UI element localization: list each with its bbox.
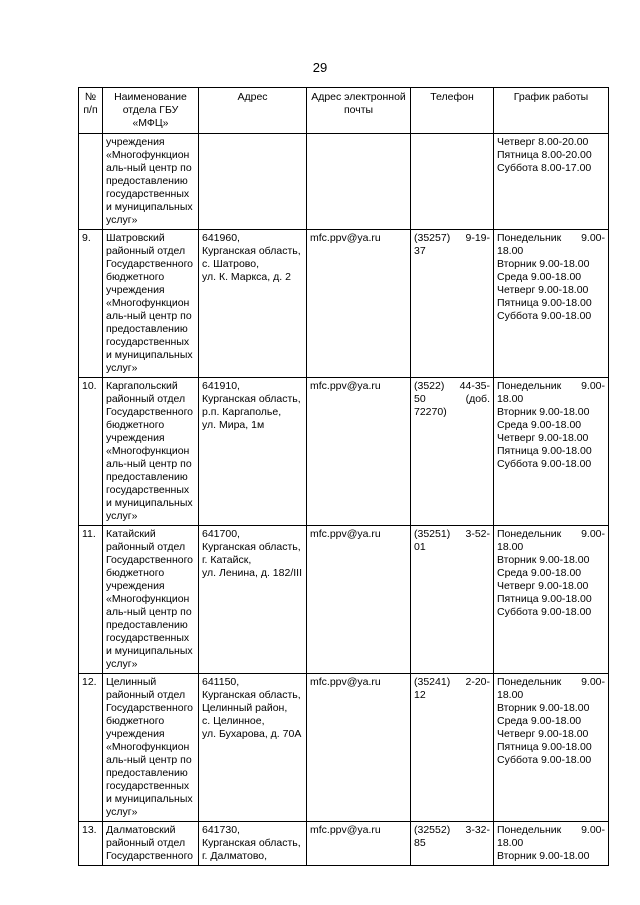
address-line: 641960, (202, 232, 240, 244)
schedule-time: 9.00- (581, 380, 605, 392)
name-line: услуг» (106, 510, 138, 522)
cell-schedule (494, 230, 609, 378)
name-line: предоставлению (106, 323, 188, 335)
address-line: р.п. Каргаполье, (202, 406, 282, 418)
cell-address (199, 378, 307, 526)
address-line: г. Катайск, (202, 554, 252, 566)
phone-line-1 (414, 676, 490, 689)
schedule-line: Четверг 8.00-20.00 (497, 136, 589, 148)
name-line: предоставлению (106, 767, 188, 779)
name-line: государственных (106, 632, 190, 644)
cell-name (103, 526, 199, 674)
schedule-line: Пятница 9.00-18.00 (497, 593, 592, 605)
name-line: аль-ный центр по (106, 162, 192, 174)
name-line: и муниципальных (106, 349, 193, 361)
phone-code: (35257) (414, 232, 451, 244)
phone-line-1 (414, 528, 490, 541)
schedule-line: 18.00 (497, 393, 524, 405)
name-line: районный отдел (106, 393, 186, 405)
schedule-day: Понедельник (497, 528, 562, 540)
address-line: ул. К. Маркса, д. 2 (202, 271, 291, 283)
cell-name (103, 822, 199, 866)
name-line: услуг» (106, 362, 138, 374)
schedule-line-first (497, 232, 605, 245)
name-line: Шатровский (106, 232, 165, 244)
address-line: 641730, (202, 824, 240, 836)
phone-line-3 (414, 406, 490, 419)
name-line: Государственного (106, 702, 194, 714)
phone-number-part: 44-35- (459, 380, 490, 392)
schedule-line-first (497, 676, 605, 689)
name-line: районный отдел (106, 541, 186, 553)
name-line: бюджетного (106, 567, 165, 579)
phone-number-end: 50 (414, 393, 426, 405)
name-line: и муниципальных (106, 793, 193, 805)
table-row (79, 674, 609, 822)
name-line: предоставлению (106, 471, 188, 483)
schedule-line: Суббота 9.00-18.00 (497, 458, 592, 470)
name-line: Далматовский (106, 824, 176, 836)
schedule-line: Суббота 8.00-17.00 (497, 162, 592, 174)
address-line: 641910, (202, 380, 240, 392)
name-line: услуг» (106, 214, 138, 226)
address-line: Курганская область, (202, 393, 301, 405)
schedule-line: Вторник 9.00-18.00 (497, 406, 590, 418)
col-header-email: Адрес электронной почты (307, 88, 411, 134)
name-line: учреждения (106, 284, 165, 296)
phone-line-2 (414, 837, 490, 850)
cell-schedule (494, 674, 609, 822)
cell-email: mfc.ppv@ya.ru (307, 526, 411, 674)
col-header-address: Адрес (199, 88, 307, 134)
table-row (79, 822, 609, 866)
cell-num (79, 134, 103, 230)
schedule-time: 9.00- (581, 824, 605, 836)
cell-schedule (494, 526, 609, 674)
phone-ext-label: (доб. (465, 393, 490, 405)
schedule-line: Четверг 9.00-18.00 (497, 284, 589, 296)
col-header-num: № п/п (79, 88, 103, 134)
phone-number-part: 9-19- (465, 232, 490, 244)
schedule-line: Четверг 9.00-18.00 (497, 432, 589, 444)
name-line: Государственного (106, 850, 194, 862)
name-line: Целинный (106, 676, 157, 688)
cell-num: 9. (79, 230, 103, 378)
col-header-phone: Телефон (411, 88, 494, 134)
cell-schedule (494, 822, 609, 866)
cell-email: mfc.ppv@ya.ru (307, 230, 411, 378)
schedule-line: Среда 9.00-18.00 (497, 567, 582, 579)
address-line: Курганская область, (202, 837, 301, 849)
schedule-line: 18.00 (497, 245, 524, 257)
cell-email: mfc.ppv@ya.ru (307, 674, 411, 822)
schedule-line: Вторник 9.00-18.00 (497, 554, 590, 566)
phone-number-end: 37 (414, 245, 426, 257)
phone-line-2 (414, 689, 490, 702)
schedule-line: Вторник 9.00-18.00 (497, 702, 590, 714)
cell-num: 11. (79, 526, 103, 674)
phone-code: (35241) (414, 676, 451, 688)
name-line: учреждения (106, 136, 165, 148)
cell-name (103, 230, 199, 378)
name-line: районный отдел (106, 837, 186, 849)
name-line: районный отдел (106, 245, 186, 257)
schedule-line: Среда 9.00-18.00 (497, 715, 582, 727)
name-line: услуг» (106, 658, 138, 670)
col-header-schedule: График работы (494, 88, 609, 134)
schedule-line: Вторник 9.00-18.00 (497, 850, 590, 862)
cell-name (103, 378, 199, 526)
cell-address (199, 822, 307, 866)
col-header-name: Наименование отдела ГБУ «МФЦ» (103, 88, 199, 134)
schedule-line-first (497, 824, 605, 837)
phone-line-1 (414, 380, 490, 393)
table-row (79, 526, 609, 674)
schedule-time: 9.00- (581, 528, 605, 540)
cell-email: mfc.ppv@ya.ru (307, 378, 411, 526)
name-line: «Многофункцион (106, 149, 190, 161)
address-line: Курганская область, (202, 689, 301, 701)
cell-name (103, 674, 199, 822)
schedule-day: Понедельник (497, 380, 562, 392)
branches-table (78, 87, 609, 866)
phone-number-end: 85 (414, 837, 426, 849)
name-line: Государственного (106, 406, 194, 418)
page-number: 29 (312, 60, 328, 75)
cell-num: 12. (79, 674, 103, 822)
address-line: Курганская область, (202, 541, 301, 553)
phone-number-part: 2-20- (465, 676, 490, 688)
name-line: и муниципальных (106, 497, 193, 509)
phone-code: (35251) (414, 528, 451, 540)
address-line: с. Шатрово, (202, 258, 260, 270)
cell-phone (411, 378, 494, 526)
name-line: учреждения (106, 432, 165, 444)
address-line: 641700, (202, 528, 240, 540)
name-line: районный отдел (106, 689, 186, 701)
name-line: «Многофункцион (106, 297, 190, 309)
cell-num: 10. (79, 378, 103, 526)
schedule-line-first (497, 380, 605, 393)
name-line: государственных (106, 484, 190, 496)
phone-line-1 (414, 824, 490, 837)
schedule-line: 18.00 (497, 541, 524, 553)
phone-number-end: 12 (414, 689, 426, 701)
phone-line-1 (414, 232, 490, 245)
phone-line-2 (414, 245, 490, 258)
name-line: Государственного (106, 258, 194, 270)
schedule-line: Суббота 9.00-18.00 (497, 606, 592, 618)
phone-number-end: 01 (414, 541, 426, 553)
name-line: аль-ный центр по (106, 754, 192, 766)
name-line: «Многофункцион (106, 593, 190, 605)
schedule-time: 9.00- (581, 676, 605, 688)
address-line: Курганская область, (202, 245, 301, 257)
cell-schedule (494, 378, 609, 526)
name-line: государственных (106, 188, 190, 200)
schedule-line: Четверг 9.00-18.00 (497, 728, 589, 740)
schedule-time: 9.00- (581, 232, 605, 244)
cell-phone (411, 526, 494, 674)
cell-address (199, 230, 307, 378)
phone-number-part: 3-32- (465, 824, 490, 836)
cell-num: 13. (79, 822, 103, 866)
cell-phone (411, 134, 494, 230)
cell-schedule (494, 134, 609, 230)
schedule-line: Пятница 9.00-18.00 (497, 445, 592, 457)
name-line: государственных (106, 336, 190, 348)
schedule-line-first (497, 528, 605, 541)
name-line: услуг» (106, 806, 138, 818)
address-line: Целинный район, (202, 702, 288, 714)
name-line: Государственного (106, 554, 194, 566)
schedule-day: Понедельник (497, 232, 562, 244)
schedule-line: Пятница 9.00-18.00 (497, 297, 592, 309)
cell-phone (411, 230, 494, 378)
schedule-line: 18.00 (497, 837, 524, 849)
name-line: предоставлению (106, 619, 188, 631)
name-line: Каргапольский (106, 380, 178, 392)
name-line: бюджетного (106, 715, 165, 727)
cell-address (199, 674, 307, 822)
phone-line-2 (414, 541, 490, 554)
schedule-line: Вторник 9.00-18.00 (497, 258, 590, 270)
name-line: и муниципальных (106, 645, 193, 657)
address-line: 641150, (202, 676, 240, 688)
phone-code: (32552) (414, 824, 451, 836)
cell-address (199, 526, 307, 674)
name-line: учреждения (106, 728, 165, 740)
name-line: государственных (106, 780, 190, 792)
name-line: аль-ный центр по (106, 606, 192, 618)
schedule-day: Понедельник (497, 676, 562, 688)
address-line: г. Далматово, (202, 850, 268, 862)
name-line: учреждения (106, 580, 165, 592)
name-line: бюджетного (106, 419, 165, 431)
address-line: ул. Мира, 1м (202, 419, 265, 431)
name-line: предоставлению (106, 175, 188, 187)
name-line: «Многофункцион (106, 445, 190, 457)
phone-line-2 (414, 393, 490, 406)
schedule-line: Пятница 8.00-20.00 (497, 149, 592, 161)
address-line: ул. Ленина, д. 182/III (202, 567, 302, 579)
cell-phone (411, 674, 494, 822)
schedule-line: Суббота 9.00-18.00 (497, 310, 592, 322)
table-row (79, 230, 609, 378)
name-line: и муниципальных (106, 201, 193, 213)
schedule-line: Среда 9.00-18.00 (497, 271, 582, 283)
table-row (79, 378, 609, 526)
phone-number-part: 3-52- (465, 528, 490, 540)
phone-ext: 72270) (414, 406, 447, 418)
name-line: аль-ный центр по (106, 458, 192, 470)
name-line: Катайский (106, 528, 156, 540)
name-line: аль-ный центр по (106, 310, 192, 322)
address-line: ул. Бухарова, д. 70А (202, 728, 302, 740)
schedule-line: Пятница 9.00-18.00 (497, 741, 592, 753)
schedule-line: 18.00 (497, 689, 524, 701)
table-header-row (79, 88, 609, 134)
schedule-line: Среда 9.00-18.00 (497, 419, 582, 431)
name-line: бюджетного (106, 271, 165, 283)
cell-address (199, 134, 307, 230)
phone-code: (3522) (414, 380, 445, 392)
cell-name (103, 134, 199, 230)
schedule-line: Четверг 9.00-18.00 (497, 580, 589, 592)
schedule-line: Суббота 9.00-18.00 (497, 754, 592, 766)
schedule-day: Понедельник (497, 824, 562, 836)
cell-email: mfc.ppv@ya.ru (307, 822, 411, 866)
cell-phone (411, 822, 494, 866)
cell-email (307, 134, 411, 230)
name-line: «Многофункцион (106, 741, 190, 753)
table-row-continuation (79, 134, 609, 230)
address-line: с. Целинное, (202, 715, 265, 727)
